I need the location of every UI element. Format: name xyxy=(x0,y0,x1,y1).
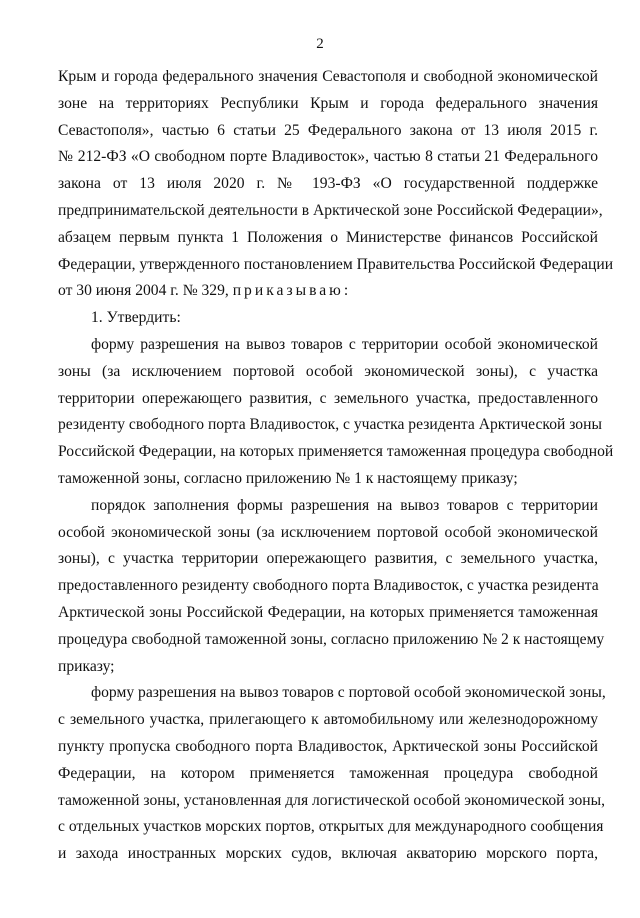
text-line xyxy=(58,707,598,734)
text-line xyxy=(58,466,598,493)
line-text: Российской Федерации, на которых применяется таможенная процедура свободной xyxy=(58,443,614,461)
line-text: от 30 июня 2004 г. № 329, xyxy=(58,282,233,300)
line-text: Крым и города федерального значения Севастополя и свободной экономической xyxy=(58,68,598,85)
line-text: Арктической зоны Российской Федерации, на которых применяется таможенная xyxy=(58,603,598,621)
line-text: абзацем первым пункта 1 Положения о Министерстве финансов Российской xyxy=(58,228,598,246)
text-line xyxy=(58,788,606,815)
line-text: 1. Утвердить: xyxy=(91,309,181,327)
line-text: предоставленного резиденту свободного порта Владивосток, с участка резидента xyxy=(58,577,599,595)
line-text: процедура свободной таможенной зоны, согласно приложению № 2 к настоящему xyxy=(58,630,605,648)
text-line xyxy=(58,144,598,171)
text-line xyxy=(58,64,598,91)
text-line xyxy=(58,359,598,386)
order-word: приказываю: xyxy=(232,282,352,300)
text-line xyxy=(58,386,598,413)
text-line xyxy=(58,627,605,654)
text-line xyxy=(58,573,598,600)
line-text: зоне на территориях Республики Крым и города федерального значения xyxy=(58,94,598,112)
text-line xyxy=(58,761,598,788)
line-text: резиденту свободного порта Владивосток, с участка резидента Арктической зоны xyxy=(58,416,602,434)
line-text: с земельного участка, прилегающего к автомобильному или железнодорожному xyxy=(58,711,598,729)
text-line xyxy=(58,546,598,573)
line-text: таможенной зоны, согласно приложению № 1 к настоящему приказу; xyxy=(58,469,518,487)
line-text: порядок заполнения формы разрешения на вывоз товаров с территории xyxy=(91,496,598,514)
text-line xyxy=(58,118,598,145)
line-text: таможенной зоны, установленная для логистической особой экономической зоны, xyxy=(58,791,606,809)
line-text: форму разрешения на вывоз товаров с портовой особой экономической зоны, xyxy=(91,684,606,702)
line-text: зоны), с участка территории опережающего развития, с земельного участка, xyxy=(58,550,598,568)
text-line xyxy=(58,814,604,841)
text-line xyxy=(58,493,598,520)
line-text: территории опережающего развития, с земельного участка, предоставленного xyxy=(58,389,598,407)
text-line xyxy=(58,520,598,547)
line-text: № 212-ФЗ «О свободном порте Владивосток», частью 8 статьи 21 Федерального xyxy=(58,148,598,166)
text-line xyxy=(58,439,614,466)
line-text: Севастополя», частью 6 статьи 25 Федерального закона от 13 июля 2015 г. xyxy=(58,121,598,139)
text-line xyxy=(58,332,598,359)
line-text: закона от 13 июля 2020 г. № 193-ФЗ «О государственной поддержке xyxy=(58,175,598,193)
line-text: особой экономической зоны (за исключением портовой особой экономической xyxy=(58,523,598,541)
line-text: зоны (за исключением портовой особой экономической зоны), с участка xyxy=(58,362,598,380)
text-line xyxy=(58,305,598,332)
text-line xyxy=(58,841,598,868)
text-line xyxy=(58,734,598,761)
line-text: с отдельных участков морских портов, открытых для международного сообщения xyxy=(58,818,604,836)
text-line xyxy=(58,171,598,198)
document-body xyxy=(58,64,614,868)
text-line xyxy=(58,91,598,118)
line-text: Федерации, утвержденного постановлением Правительства Российской Федерации xyxy=(58,255,614,273)
line-text: пункту пропуска свободного порта Владивосток, Арктической зоны Российской xyxy=(58,737,598,755)
text-line xyxy=(58,225,598,252)
line-text: и захода иностранных морских судов, включая акваторию морского порта, xyxy=(58,845,598,863)
line-text: Федерации, на котором применяется таможенная процедура свободной xyxy=(58,764,598,782)
text-line xyxy=(58,680,606,707)
page-number: 2 xyxy=(316,36,324,52)
line-text: приказу; xyxy=(58,657,115,675)
text-line xyxy=(58,412,602,439)
text-line xyxy=(58,600,598,627)
text-line xyxy=(58,278,598,305)
text-line xyxy=(58,654,598,681)
line-text: форму разрешения на вывоз товаров с территории особой экономической xyxy=(91,335,598,353)
text-line xyxy=(58,252,614,279)
text-line xyxy=(58,198,603,225)
line-text: предпринимательской деятельности в Арктической зоне Российской Федерации», xyxy=(58,201,603,219)
